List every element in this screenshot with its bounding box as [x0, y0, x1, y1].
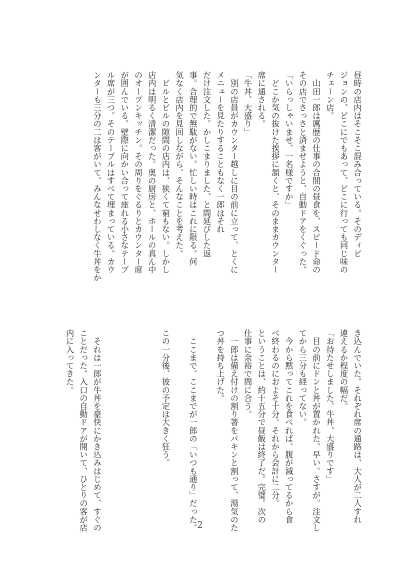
text-line: ル席が三つ。そのテーブルはすべて埋まっている。カウ — [106, 71, 117, 274]
text-line: 「お待たせしました、牛丼、大盛りです」 — [325, 329, 336, 483]
text-line: 内に入ってきた。 — [65, 329, 76, 394]
text-line: 気なく店内を見回しながら、そんなことを考えた。 — [175, 71, 186, 258]
text-line: 仕事に余裕で間に合う。 — [243, 329, 254, 419]
text-line: のオープンキッチン。その周りをぐるりとカウンター席 — [134, 71, 144, 274]
text-line: その店でさっさと済ませようと、自動ドアをくぐった。 — [298, 71, 309, 274]
text-line: べ終わるのにおよそ十分。それから会計に二分。 — [271, 329, 281, 508]
text-line: ということは、約十五分で昼飯は終了だ。完璧。次の — [257, 329, 268, 524]
text-line: 「牛丼、大盛り」 — [243, 71, 254, 136]
text-line: 店内は明るく清潔だった。奥の厨房と、ホールの真ん中 — [147, 71, 158, 274]
text-line: つ丼を持ち上げた。 — [216, 329, 227, 402]
text-line: ここまで。ここまでが一郎の「いつも通り」だった。 — [188, 329, 199, 532]
text-line: どこか気の抜けた挨拶に頷くと、そのままカウンター — [271, 71, 281, 274]
text-line: 目の前にドンと丼が置かれた。早い。さすが。注文し — [312, 329, 323, 532]
text-line: 別の店員がカウンター越しに目の前に立って、とくに — [229, 71, 240, 274]
text-line: それは一郎が牛丼を豪快にかき込みはじめて、すぐの — [92, 329, 103, 532]
text-line: メニューを見たりすることもなく一郎はそれ — [216, 71, 227, 233]
text-line: ビルとビルの隙間の店内は、狭くて窮もない。しかし — [161, 71, 172, 274]
text-line: てから三分も経ってない。 — [298, 329, 309, 427]
text-line: き込んでいた。それぞれ席の通路は、大人が二人すれ — [353, 329, 364, 524]
text-line: ジョンの、どこにでもあって、どこに行っても同じ味の — [339, 71, 350, 274]
text-line: だけ注文した。かしこまりました、と間延びした返 — [202, 71, 213, 258]
text-line: が囲んでいる。壁際に向かい合って座れる小さなテーブ — [120, 71, 131, 274]
page-number: 2 — [197, 521, 203, 531]
text-line: 今から黙ってこれを食べれば、腹が減ってるから食 — [284, 329, 295, 524]
text-line: 席に通される。 — [257, 71, 268, 128]
text-line: 事。合理的で無駄がない。忙しい時はこれに限る。何 — [188, 71, 199, 266]
text-line: ンターも三分の二は客がいて、みんなせわしなく牛丼をか — [92, 71, 103, 282]
text-line: 山田一郎は厲歴の仕事の合間の昼食を、スピード命の — [312, 71, 323, 274]
text-line: 「いらっしゃいませ、一名様ですか」 — [284, 71, 295, 209]
text-line: チェーン店。 — [325, 71, 336, 120]
text-line: 昼時の店内はそこそこ混み合っている。そのディビ — [353, 71, 364, 258]
text-line: 違えるか程度の幅だ。 — [339, 329, 350, 410]
text-line: ことだった。入口の自動ドアが開いて、ひとりの客が店 — [79, 329, 90, 532]
text-line: この一分後、彼の予定は大きく狂う。 — [161, 329, 172, 467]
text-line: 一郎は備え付けの割り箸をパキンと割って、湯気のた — [229, 329, 240, 532]
